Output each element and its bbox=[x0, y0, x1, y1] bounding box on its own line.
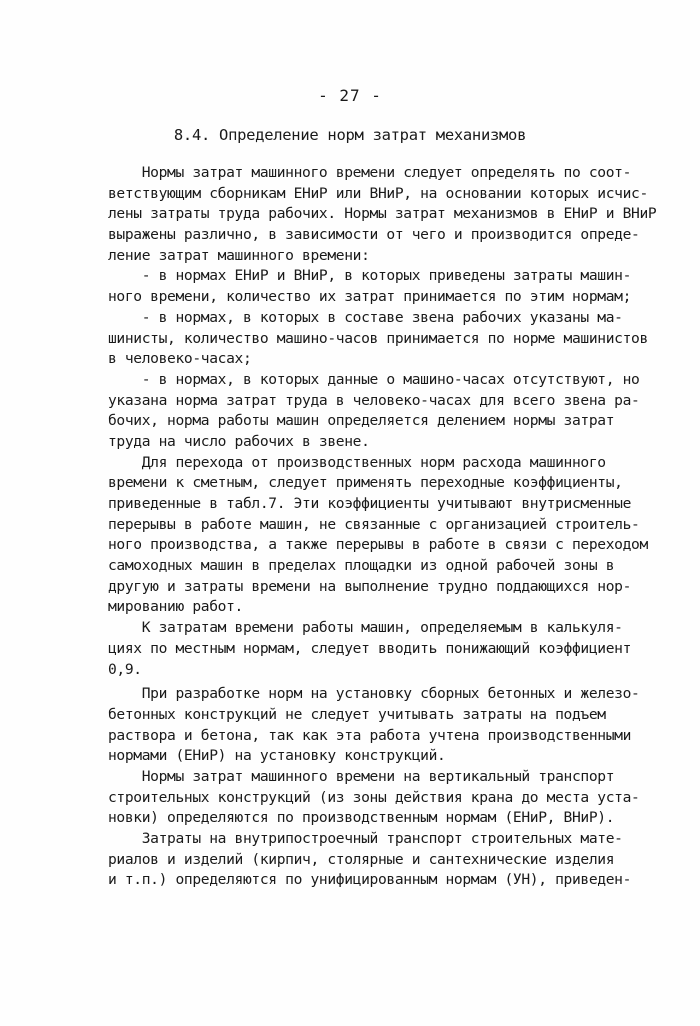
text-line: раствора и бетона, так как эта работа учтена производственными bbox=[108, 726, 632, 744]
text-line: ного производства, а также перерывы в работе в связи с переходом bbox=[108, 536, 648, 554]
text-line: в человеко-часах; bbox=[108, 350, 252, 368]
section-heading: 8.4. Определение норм затрат механизмов bbox=[173, 126, 527, 144]
text-line: риалов и изделий (кирпич, столярные и сантехнические изделия bbox=[108, 850, 615, 868]
text-line: другую и затраты времени на выполнение трудно поддающихся нор- bbox=[108, 577, 632, 595]
text-line: бочих, норма работы машин определяется делением нормы затрат bbox=[108, 412, 615, 430]
text-line: нормами (ЕНиР) на установку конструкций. bbox=[108, 747, 446, 765]
text-line: новки) определяются по производственным нормам (ЕНиР, ВНиР). bbox=[108, 809, 615, 827]
text-line: ного времени, количество их затрат принимается по этим нормам; bbox=[108, 288, 632, 306]
text-line: Нормы затрат машинного времени на вертикальный транспорт bbox=[108, 767, 615, 785]
text-line: Нормы затрат машинного времени следует определять по соот- bbox=[108, 164, 632, 181]
text-line: циях по местным нормам, следует вводить понижающий коэффициент bbox=[108, 639, 632, 657]
text-line: Для перехода от производственных норм расхода машинного bbox=[108, 453, 606, 471]
text-line: мированию работ. bbox=[108, 598, 243, 616]
text-line: приведенные в табл.7. Эти коэффициенты учитывают внутрисменные bbox=[108, 495, 632, 512]
text-line: Затраты на внутрипостроечный транспорт строительных мате- bbox=[108, 830, 623, 847]
text-line: бетонных конструкций не следует учитывать затраты на подъем bbox=[108, 705, 606, 723]
text-line: времени к сметным, следует применять переходные коэффициенты, bbox=[108, 474, 623, 492]
text-line: шинисты, количество машино-часов принимается по норме машинистов bbox=[108, 329, 648, 347]
page-number: - 27 - bbox=[318, 86, 382, 105]
text-line: указана норма затрат труда в человеко-часах для всего звена ра- bbox=[108, 391, 640, 409]
text-line: самоходных машин в пределах площадки из одной рабочей зоны в bbox=[108, 557, 615, 575]
text-line: 0,9. bbox=[108, 660, 142, 678]
text-line: При разработке норм на установку сборных бетонных и железо- bbox=[108, 685, 640, 703]
text-line: выражены различно, в зависимости от чего и производится опреде- bbox=[108, 226, 640, 244]
text-line: и т.п.) определяются по унифицированным нормам (УН), приведен- bbox=[108, 871, 632, 889]
text-line: - в нормах, в которых данные о машино-часах отсутствуют, но bbox=[108, 370, 640, 388]
text-line: К затратам времени работы машин, определяемым в калькуля- bbox=[108, 619, 623, 637]
text-line: лены затраты труда рабочих. Нормы затрат механизмов в ЕНиР и ВНиР bbox=[108, 205, 657, 223]
text-line: - в нормах, в которых в составе звена рабочих указаны ма- bbox=[108, 308, 623, 326]
text-line: строительных конструкций (из зоны действия крана до места уста- bbox=[108, 788, 640, 806]
text-line: ветствующим сборникам ЕНиР или ВНиР, на основании которых исчис- bbox=[108, 184, 648, 202]
body-text bbox=[108, 163, 657, 891]
text-line: - в нормах ЕНиР и ВНиР, в которых приведены затраты машин- bbox=[108, 267, 632, 285]
text-line: ление затрат машинного времени: bbox=[108, 246, 370, 264]
text-line: перерывы в работе машин, не связанные с организацией строитель- bbox=[108, 515, 640, 533]
text-line: труда на число рабочих в звене. bbox=[108, 432, 370, 450]
